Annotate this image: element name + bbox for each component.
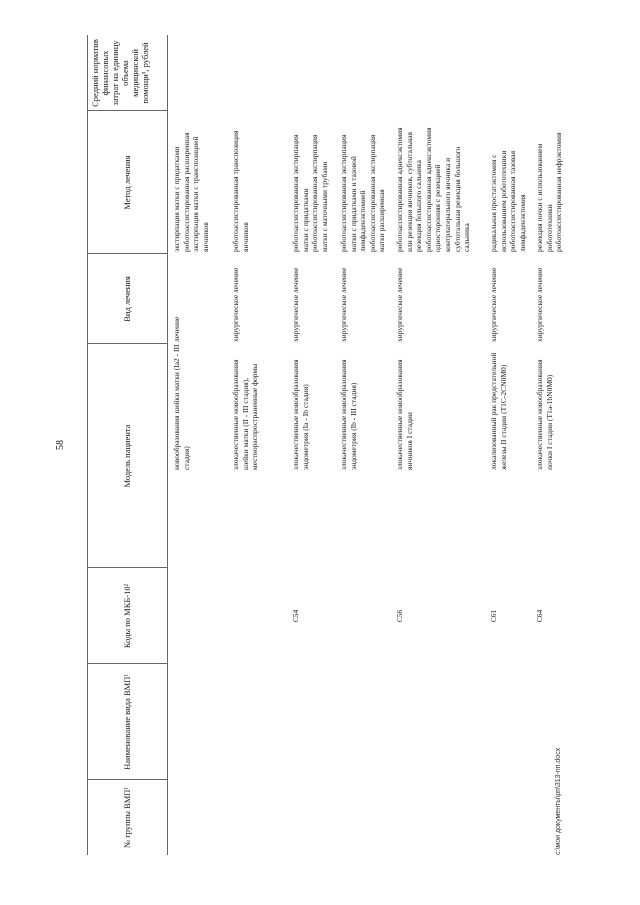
header-group-no: № группы ВМП¹	[122, 787, 132, 848]
header-bottom-border	[167, 35, 168, 855]
cell-treatment-type: хирургическое лечение	[489, 267, 498, 342]
cell-treatment-type: хирургическое лечение	[231, 267, 240, 342]
cell-treatment-method: экстирпация матки с придатками роботоассистированная расширенная экстирпация матки с транспозицией яичников	[172, 132, 210, 252]
cell-treatment-method: роботоассистированная транспозиция яичников	[231, 130, 250, 252]
cell-patient-model: локализованный рак предстательной железы II стадии (T1C-2CN0M0)	[489, 352, 508, 470]
file-path-footer: c:\мои документы\рп\313-пп.docx	[555, 747, 562, 855]
header-icd-codes: Коды по МКБ-10²	[122, 583, 132, 649]
cell-treatment-method: роботоассистированная экстирпация матки с придатками роботоассистированная экстирпация матки с маточными трубами	[291, 134, 329, 252]
cell-patient-model: злокачественные новообразования почки I стадии (T1a-1bN0M0)	[535, 359, 554, 470]
cell-icd-code: C61	[489, 609, 498, 623]
cell-patient-model: новообразования шейки матки (Ia2 - III стадия)	[172, 344, 191, 470]
cell-patient-model: злокачественные новообразования эндометрия (Ia - Ib стадия)	[291, 359, 310, 470]
rotated-document-page	[55, 35, 575, 855]
cell-treatment-type: хирургическое лечение	[339, 267, 348, 342]
cell-treatment-method: роботоассистированная аднексэктомия или резекция яичников, субтотальная резекция большого сальника роботоассистированная аднексэктомия односторонняя с резекцией контрлатерального яичника и субтотальная резекция большого сальника	[395, 127, 472, 252]
cell-treatment-type: лечение	[172, 316, 181, 342]
header-treatment-type: Вид лечения	[122, 276, 132, 322]
cell-icd-code: C64	[535, 609, 544, 623]
cell-patient-model: злокачественные новообразования шейки матки (II - III стадия), местнораспространенные формы	[231, 359, 260, 470]
cell-treatment-method: роботоассистированная экстирпация матки с придатками и тазовой лимфаденэктомией роботоассистированная экстирпация матки расширенная	[339, 134, 387, 252]
cell-treatment-type: хирургическое лечение	[535, 267, 544, 342]
cell-treatment-method: радикальная простатэктомия с использованием робототехники роботоассистированная тазовая лимфаденэктомия	[489, 150, 527, 252]
cell-icd-code: C54	[291, 609, 300, 623]
cell-patient-model: злокачественные новообразования эндометрия (Ib - III стадия)	[339, 359, 358, 470]
cell-treatment-type: хирургическое лечение	[291, 267, 300, 342]
cell-patient-model: злокачественные новообразования яичников I стадии	[395, 359, 414, 470]
header-patient-model: Модель пациента	[122, 424, 132, 488]
header-vmp-name: Наименование вида ВМП¹	[122, 674, 132, 770]
header-avg-cost: Средний норматив финансовых затрат на единицу объема медицинской помощи³, рублей	[90, 39, 150, 107]
cell-treatment-method: резекция почки с использованием робототехники роботоассистированная нефрэктомия	[535, 132, 564, 252]
cell-treatment-type: хирургическое лечение	[395, 267, 404, 342]
cell-icd-code: C56	[395, 609, 404, 623]
header-treatment-method: Метод лечения	[122, 155, 132, 210]
page-number: 58	[55, 440, 66, 450]
